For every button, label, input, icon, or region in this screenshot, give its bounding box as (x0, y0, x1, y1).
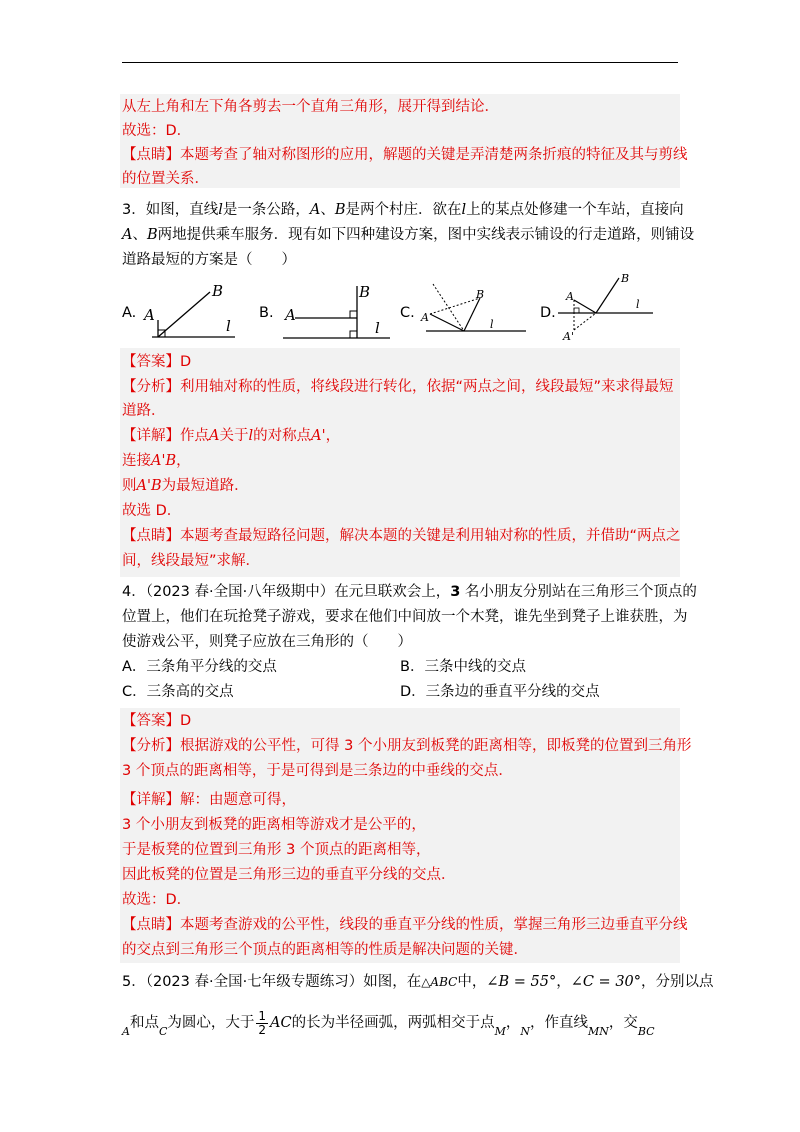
svg-text:l: l (636, 298, 640, 311)
q4-analysis-cont: 3 个顶点的距离相等，于是可得到是三条边的中垂线的交点． (122, 763, 513, 779)
one-half-fraction: $\frac{1}{2}$ (258, 1008, 267, 1037)
q4-detail-line4: 因此板凳的位置是三角形三边的垂直平分线的交点． (122, 867, 456, 883)
svg-text:A: A (421, 311, 429, 324)
svg-text:l: l (375, 319, 380, 337)
q3-figure-c (418, 276, 533, 346)
top-solution-line1: 从左上角和左下角各剪去一个直角三角形，展开得到结论． (122, 99, 499, 115)
svg-text:A: A (285, 306, 296, 324)
q3-stem-line1: 3．如图，直线l是一条公路，A、B是两个村庄．欲在l上的某点处修建一个车站，直接向 (122, 202, 684, 218)
q4-detail-line2: 3 个小朋友到板凳的距离相等游戏才是公平的， (122, 817, 426, 833)
q3-stem-line2: A、B两地提供乘车服务．现有如下四种建设方案，图中实线表示铺设的行走道路，则铺设 (122, 227, 695, 243)
svg-text:B: B (212, 282, 224, 300)
q3-detail-line1: 【详解】作点A关于l的对称点A'， (122, 428, 341, 444)
q3-option-b-label[interactable]: B. (259, 305, 274, 321)
q4-answer: 【答案】D (122, 713, 192, 729)
q4-comment-cont: 的交点到三角形三个顶点的距离相等的性质是解决问题的关键． (122, 942, 528, 958)
svg-text:B: B (359, 283, 371, 301)
top-solution-comment: 【点睛】本题考查了轴对称图形的应用，解题的关键是弄清楚两条折痕的特征及其与剪线 (122, 147, 688, 163)
svg-text:A: A (144, 306, 155, 324)
svg-text:A: A (566, 290, 574, 303)
q3-comment: 【点睛】本题考查最短路径问题，解决本题的关键是利用轴对称的性质，并借助“两点之 (122, 528, 681, 544)
q4-detail-line1: 【详解】解：由题意可得， (122, 792, 296, 808)
svg-text:A': A' (563, 330, 574, 343)
q3-answer: 【答案】D (122, 354, 192, 370)
q3-analysis-cont: 道路． (122, 403, 166, 419)
q4-stem-line2: 位置上，他们在玩抢凳子游戏，要求在他们中间放一个木凳，谁先坐到凳子上谁获胜，为 (122, 609, 688, 625)
q3-stem-line3: 道路最短的方案是（ ） (122, 252, 296, 268)
q4-detail-line3: 于是板凳的位置到三角形 3 个顶点的距离相等， (122, 842, 431, 858)
top-solution-line2: 故选：D． (122, 123, 192, 139)
q3-detail-line4: 故选 D． (122, 503, 182, 519)
q3-figure-b (275, 280, 395, 340)
top-solution-comment-cont: 的位置关系． (122, 171, 209, 187)
svg-text:B: B (621, 272, 630, 285)
q4-option-a[interactable]: A．三条角平分线的交点 (122, 659, 277, 675)
q4-detail-line5: 故选：D． (122, 892, 192, 908)
q3-option-c-label[interactable]: C. (400, 305, 415, 321)
q3-option-a-label[interactable]: A. (122, 305, 137, 321)
q4-analysis: 【分析】根据游戏的公平性，可得 3 个小朋友到板凳的距离相等，即板凳的位置到三角形 (122, 738, 692, 754)
header-rule (122, 62, 678, 63)
q4-option-c[interactable]: C．三条高的交点 (122, 684, 234, 700)
svg-text:l: l (490, 318, 494, 331)
q3-analysis: 【分析】利用轴对称的性质，将线段进行转化，依据“两点之间，线段最短”来求得最短 (122, 379, 674, 395)
q5-stem-line1: 5．（2023 春·全国·七年级专题练习）如图，在△ABC中，∠B = 55°，∠C = 30°，分别以点 (122, 974, 714, 990)
q4-stem-line3: 使游戏公平，则凳子应放在三角形的（ ） (122, 634, 412, 650)
q4-option-d[interactable]: D．三条边的垂直平分线的交点 (400, 684, 600, 700)
q4-stem-line1: 4．（2023 春·全国·八年级期中）在元旦联欢会上，3 名小朋友分别站在三角形三个顶点的 (122, 584, 697, 600)
q5-stem-line2: $_A$和点$_C$为圆心，大于 $\frac{1}{2}$ AC的长为半径画弧，两弧相交于点$_M$，$_N$，作直线$_{MN}$，交$_{BC}$ (122, 1008, 655, 1038)
q3-detail-line3: 则A'B为最短道路． (122, 478, 249, 494)
q3-option-d-label[interactable]: D. (540, 305, 556, 321)
q4-comment: 【点睛】本题考查游戏的公平性，线段的垂直平分线的性质，掌握三角形三边垂直平分线 (122, 917, 688, 933)
q3-comment-cont: 间，线段最短”求解． (122, 553, 261, 569)
q3-figure-a (140, 280, 240, 340)
q3-figure-d (556, 268, 656, 348)
svg-text:B: B (476, 288, 485, 301)
svg-text:l: l (226, 317, 231, 335)
q4-option-b[interactable]: B．三条中线的交点 (400, 659, 526, 675)
q3-detail-line2: 连接A'B， (122, 453, 191, 469)
